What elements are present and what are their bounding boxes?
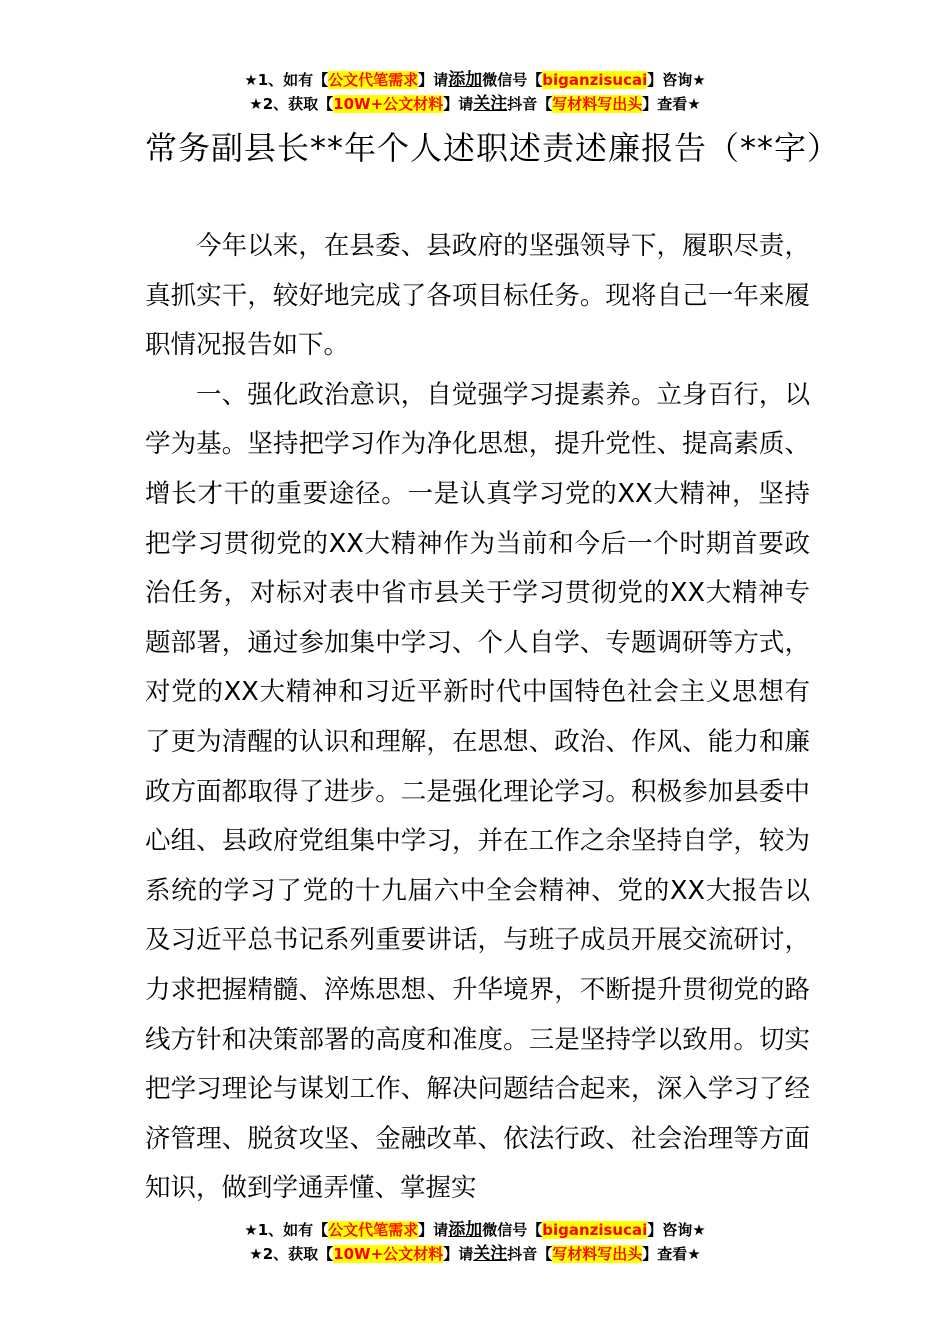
- promo-text: ★1、如有【: [244, 1221, 329, 1239]
- promo-underline: 关注: [473, 94, 508, 114]
- paragraph-section-1: 一、强化政治意识，自觉强学习提素养。立身百行，以学为基。坚持把学习作为净化思想，提升党性、提高素质、增长才干的重要途径。一是认真学习党的XX大精神，坚持把学习贯彻党的XX大精神作为当前和今后一个时期首要政治任务，对标对表中省市县关于学习贯彻党的XX大精神专题部署，通过参加集中学习、个人自学、专题调研等方式，对党的XX大精神和习近平新时代中国特色社会主义思想有了更为清醒的认识和理解，在思想、政治、作风、能力和廉政方面都取得了进步。二是强化理论学习。积极参加县委中心组、县政府党组集中学习，并在工作之余坚持自学，较为系统的学习了党的十九届六中全会精神、党的XX大报告以及习近平总书记系列重要讲话，与班子成员开展交流研讨，力求把握精髓、淬炼思想、升华境界，不断提升贯彻党的路线方针和决策部署的高度和准度。三是坚持学以致用。切实把学习理论与谋划工作、解决问题结合起来，深入学习了经济管理、脱贫攻坚、金融改革、依法行政、社会治理等方面知识，做到学通弄懂、掌握实: [145, 379, 810, 1204]
- promo-text: 】咨询★: [647, 71, 706, 89]
- promo-highlight: 公文代笔需求: [328, 71, 419, 89]
- promo-text: ★2、获取【: [249, 95, 334, 113]
- promo-wechat-id: biganzisucai: [542, 1221, 648, 1239]
- paragraph-intro: 今年以来，在县委、县政府的坚强领导下，履职尽责，真抓实干，较好地完成了各项目标任务。现将自己一年来履职情况报告如下。: [145, 231, 810, 361]
- promo-text: 】咨询★: [647, 1221, 706, 1239]
- promo-highlight: 10W+公文材料: [333, 1245, 444, 1263]
- promo-line-1: [0, 68, 950, 92]
- document-title: 常务副县长**年个人述职述责述廉报告（**字）: [145, 129, 841, 167]
- promo-underline: 添加: [448, 1220, 483, 1240]
- promo-douyin-id: 写材料写出头: [552, 95, 643, 113]
- promo-line-1: [0, 1218, 950, 1242]
- footer-promo-banner: [0, 1218, 950, 1266]
- promo-text: 】查看★: [642, 95, 701, 113]
- promo-underline: 添加: [448, 70, 483, 90]
- document-body: [145, 222, 810, 1214]
- promo-highlight: 10W+公文材料: [333, 95, 444, 113]
- promo-text: 抖音【: [507, 1245, 553, 1263]
- promo-text: ★2、获取【: [249, 1245, 334, 1263]
- promo-douyin-id: 写材料写出头: [552, 1245, 643, 1263]
- promo-highlight: 公文代笔需求: [328, 1221, 419, 1239]
- promo-line-2: [0, 92, 950, 116]
- promo-text: 】请: [418, 71, 449, 89]
- promo-text: ★1、如有【: [244, 71, 329, 89]
- promo-line-2: [0, 1242, 950, 1266]
- promo-text: 】请: [443, 95, 474, 113]
- promo-text: 微信号【: [482, 71, 543, 89]
- promo-text: 】查看★: [642, 1245, 701, 1263]
- promo-text: 】请: [443, 1245, 474, 1263]
- promo-text: 】请: [418, 1221, 449, 1239]
- promo-underline: 关注: [473, 1244, 508, 1264]
- promo-wechat-id: biganzisucai: [542, 71, 648, 89]
- promo-text: 抖音【: [507, 95, 553, 113]
- header-promo-banner: [0, 68, 950, 116]
- promo-text: 微信号【: [482, 1221, 543, 1239]
